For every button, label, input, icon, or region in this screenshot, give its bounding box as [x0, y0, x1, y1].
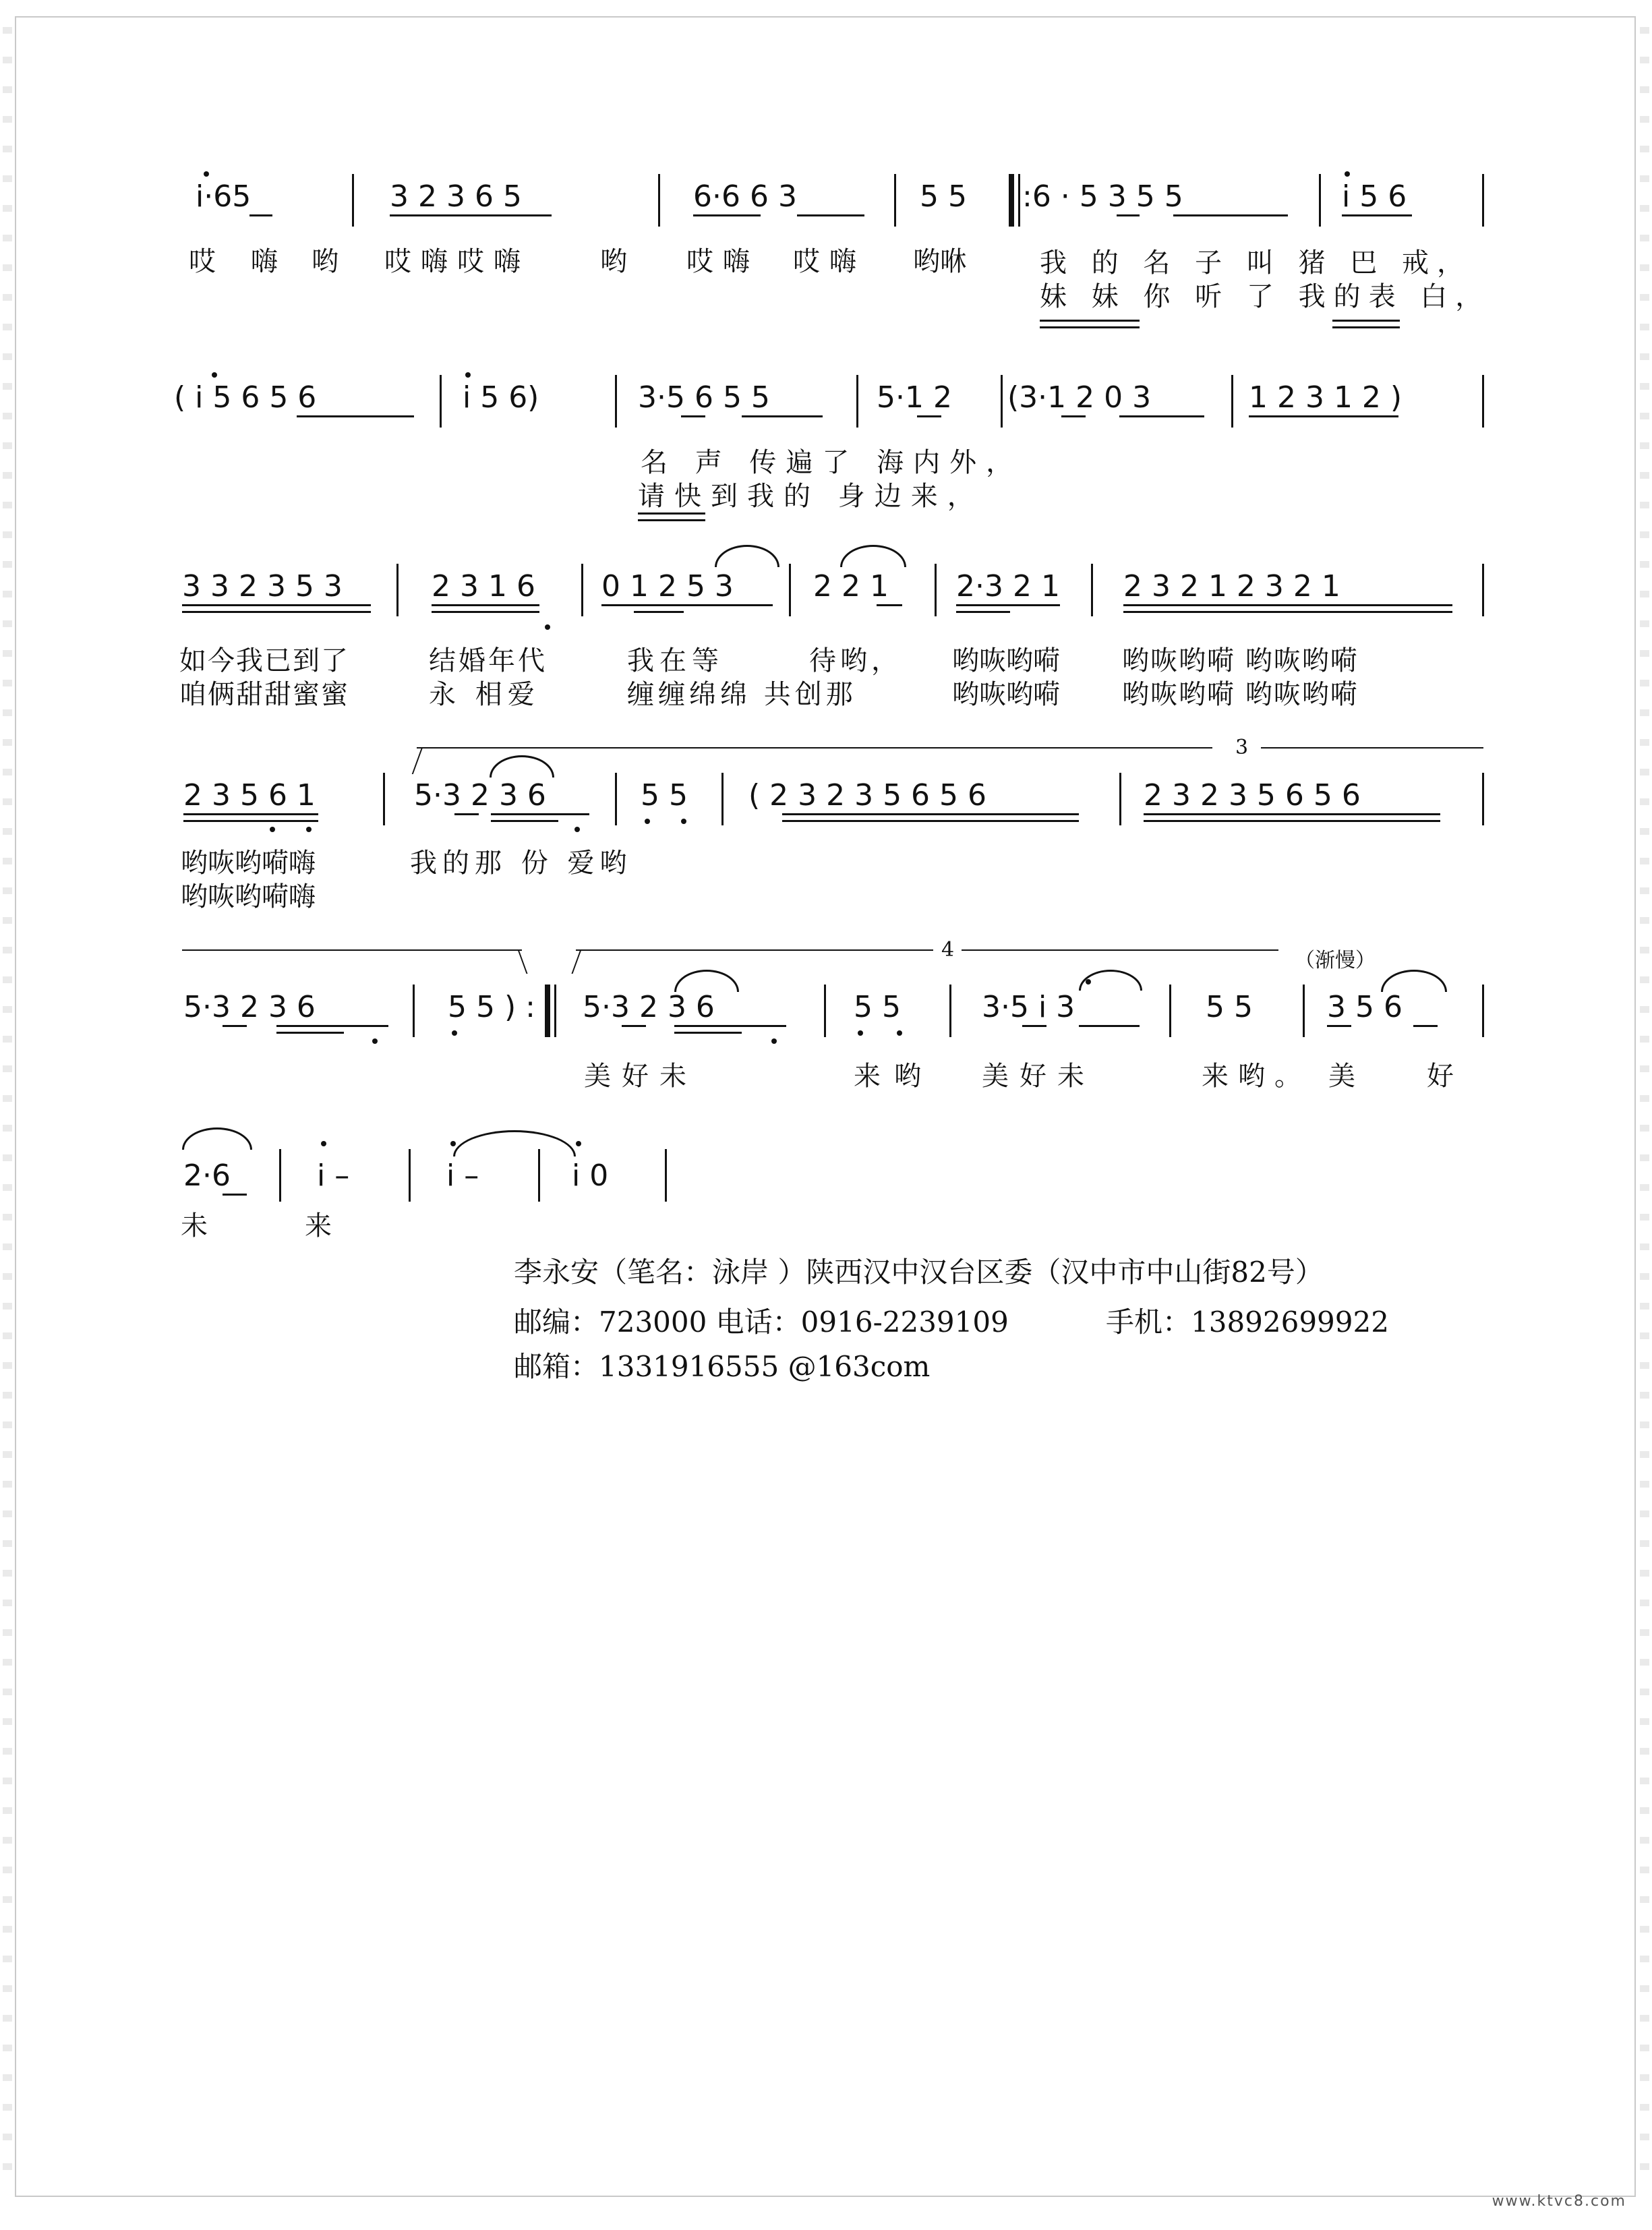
- low-octave-dot: [270, 827, 275, 832]
- underline: [432, 611, 539, 613]
- underline: [956, 611, 1010, 613]
- underline: [1332, 320, 1400, 322]
- underline: [223, 1194, 247, 1196]
- underline: [182, 611, 371, 613]
- barline: [856, 375, 858, 428]
- author-name-address: 李永安（笔名：泳岸 ）陕西汉中汉台区委（汉中市中山街82号）: [514, 1256, 1324, 1289]
- lyric-verse-2: 永 相爱: [429, 679, 540, 710]
- barline: [615, 773, 617, 825]
- measure-25: 5 5 ) :: [448, 990, 535, 1024]
- measure-30: 3 5 6: [1327, 990, 1403, 1024]
- repeat-start-barline: [1009, 174, 1014, 227]
- underline: [1144, 813, 1440, 815]
- low-octave-dot: [645, 819, 650, 824]
- underline: [183, 813, 318, 815]
- barline: [581, 564, 583, 616]
- low-octave-dot: [771, 1038, 777, 1044]
- lyric: 哟咴哟嗬: [952, 645, 1060, 676]
- underline: [1040, 326, 1140, 328]
- low-octave-dot: [372, 1038, 378, 1044]
- barline: [1018, 174, 1020, 227]
- underline: [1173, 214, 1288, 216]
- underline: [1327, 1025, 1351, 1027]
- underline: [877, 604, 902, 606]
- barline: [538, 1149, 540, 1202]
- measure-13: 3 3 2 3 5 3: [182, 569, 343, 604]
- lyric: 来哟。: [1202, 1061, 1311, 1092]
- low-octave-dot: [897, 1030, 902, 1036]
- underline: [491, 813, 589, 815]
- lyric: 哎嗨哎嗨: [384, 246, 530, 277]
- barline: [1482, 773, 1484, 825]
- lyric: 来: [305, 1210, 332, 1241]
- lyric-verse-2: 咱俩甜甜蜜蜜: [179, 679, 349, 710]
- lyric: 我的那 份 爱哟: [410, 848, 632, 879]
- high-octave-dot: [321, 1141, 326, 1146]
- underline: [638, 519, 705, 521]
- author-postcode-phone: 邮编：723000 电话：0916-2239109: [514, 1305, 1009, 1339]
- lyric: 我在等: [627, 645, 724, 676]
- underline: [634, 611, 684, 613]
- measure-34: i 0: [572, 1158, 609, 1193]
- lyric: 哎嗨: [686, 246, 759, 277]
- lyric: 好: [1427, 1061, 1454, 1092]
- lyric: 哟: [312, 246, 338, 277]
- measure-26: 5·3 2 3 6: [583, 990, 715, 1024]
- author-mobile: 手机：13892699922: [1106, 1305, 1389, 1339]
- barline: [1319, 174, 1321, 227]
- volta-bracket: [576, 949, 933, 951]
- high-octave-dot: [204, 171, 209, 177]
- lyric: 哟咴哟嗬嗨: [181, 848, 316, 879]
- underline: [1123, 611, 1452, 613]
- measure-8: i 5 6): [463, 380, 539, 415]
- measure-16: 2 2 1: [813, 569, 889, 604]
- underline: [223, 1025, 247, 1027]
- lyric: 美好未: [982, 1061, 1095, 1092]
- lyric: 结婚年代: [429, 645, 548, 676]
- barline: [665, 1149, 667, 1202]
- low-octave-dot: [574, 827, 580, 832]
- underline: [1119, 415, 1204, 417]
- author-email: 邮箱：1331916555 @163com: [514, 1350, 931, 1383]
- lyric: 名 声 传遍了 海内外，: [641, 447, 1023, 478]
- barline: [1482, 375, 1484, 428]
- lyric: 我 的 名 子 叫 猪 巴 戒，: [1040, 247, 1473, 278]
- barline: [1231, 375, 1233, 428]
- high-octave-dot: [576, 1141, 581, 1146]
- measure-1: i·65: [196, 179, 252, 214]
- underline: [1123, 604, 1452, 606]
- measure-22: ( 2 3 2 3 5 6 5 6: [748, 778, 987, 813]
- lyric: 哟咻: [913, 246, 967, 277]
- volta-number: 4: [941, 938, 955, 962]
- lyric: 哎: [189, 246, 216, 277]
- lyric: 待哟，: [809, 645, 902, 676]
- lyric-verse-2: 哟咴哟嗬嗨: [181, 881, 316, 912]
- low-octave-dot: [452, 1030, 457, 1036]
- high-octave-dot: [1086, 979, 1091, 985]
- volta-bracket: [1261, 747, 1483, 749]
- underline: [183, 820, 318, 822]
- barline: [721, 773, 724, 825]
- measure-18: 2 3 2 1 2 3 2 1: [1123, 569, 1340, 604]
- barline: [824, 985, 826, 1037]
- low-octave-dot: [681, 819, 686, 824]
- barline: [396, 564, 399, 616]
- measure-10: 5·1 2: [877, 380, 952, 415]
- lyric: 嗨: [251, 246, 278, 277]
- underline: [432, 604, 539, 606]
- barline: [1119, 773, 1121, 825]
- underline: [1117, 214, 1140, 216]
- underline: [601, 604, 773, 606]
- measure-28: 3·5 i 3: [982, 990, 1075, 1024]
- underline: [1413, 1025, 1438, 1027]
- left-edge-decoration: [3, 27, 12, 2185]
- lyric-verse-2: 哟咴哟嗬: [952, 679, 1060, 710]
- underline: [1022, 1025, 1046, 1027]
- volta-number: 3: [1235, 736, 1249, 759]
- measure-33: i –: [446, 1158, 479, 1193]
- underline: [1040, 320, 1140, 322]
- measure-7: ( i 5 6 5 6: [174, 380, 317, 415]
- underline: [276, 1032, 344, 1034]
- right-edge-decoration: [1640, 27, 1649, 2185]
- lyric-verse-2: 请快到我的 身边来，: [638, 481, 984, 512]
- low-octave-dot: [858, 1030, 863, 1036]
- measure-17: 2·3 2 1: [956, 569, 1060, 604]
- measure-3: 6·6 6 3: [693, 179, 797, 214]
- measure-31: 2·6: [183, 1158, 231, 1193]
- measure-15: 0 1 2 5 3: [601, 569, 734, 604]
- barline: [615, 375, 617, 428]
- volta-bracket: [417, 747, 1212, 749]
- lyric: 来哟: [854, 1061, 935, 1092]
- tempo-mark: （渐慢）: [1295, 949, 1376, 972]
- measure-19: 2 3 5 6 1: [183, 778, 316, 813]
- underline: [182, 604, 371, 606]
- measure-24: 5·3 2 3 6: [183, 990, 316, 1024]
- lyric: 哎嗨: [793, 246, 866, 277]
- underline: [674, 1025, 786, 1027]
- high-octave-dot: [450, 1141, 456, 1146]
- underline: [1144, 820, 1440, 822]
- underline: [638, 512, 705, 515]
- lyric: 哟: [600, 246, 627, 277]
- underline: [276, 1025, 388, 1027]
- low-octave-dot: [545, 624, 550, 630]
- barline: [658, 174, 660, 227]
- underline: [249, 214, 272, 216]
- barline: [1482, 174, 1484, 227]
- barline: [894, 174, 896, 227]
- measure-20: 5·3 2 3 6: [414, 778, 546, 813]
- underline: [491, 820, 558, 822]
- high-octave-dot: [1345, 171, 1350, 177]
- underline: [1342, 214, 1412, 216]
- barline: [1303, 985, 1305, 1037]
- underline: [1249, 415, 1398, 417]
- lyric: 美好未: [584, 1061, 697, 1092]
- measure-29: 5 5: [1206, 990, 1253, 1024]
- measure-12: 1 2 3 1 2 ): [1249, 380, 1403, 415]
- underline: [1332, 326, 1400, 328]
- measure-5: :6 · 5 3 5 5: [1022, 179, 1183, 214]
- measure-21: 5 5: [641, 778, 688, 813]
- low-octave-dot: [306, 827, 312, 832]
- measure-27: 5 5: [854, 990, 901, 1024]
- page-frame: [15, 16, 1636, 2197]
- barline: [949, 985, 951, 1037]
- lyric: 未: [181, 1210, 208, 1241]
- barline: [789, 564, 791, 616]
- underline: [956, 604, 1060, 606]
- barline: [1169, 985, 1171, 1037]
- high-octave-dot: [212, 372, 217, 378]
- barline: [352, 174, 354, 227]
- volta-bracket: [962, 949, 1278, 951]
- barline: [935, 564, 937, 616]
- measure-11: (3·1 2 0 3: [1007, 380, 1152, 415]
- lyric-verse-2: 妹 妹 你 听 了 我的表 白，: [1040, 281, 1491, 312]
- lyric: 美: [1328, 1061, 1355, 1092]
- underline: [297, 415, 414, 417]
- barline: [1482, 985, 1484, 1037]
- underline: [782, 813, 1079, 815]
- underline: [1079, 1025, 1140, 1027]
- underline: [917, 415, 941, 417]
- barline: [440, 375, 442, 428]
- barline: [554, 985, 556, 1037]
- measure-14: 2 3 1 6: [432, 569, 535, 604]
- measure-2: 3 2 3 6 5: [390, 179, 522, 214]
- barline: [1001, 375, 1003, 428]
- underline: [782, 820, 1079, 822]
- underline: [674, 1032, 742, 1034]
- measure-32: i –: [317, 1158, 350, 1193]
- underline: [454, 813, 479, 815]
- barline: [413, 985, 415, 1037]
- underline: [622, 1025, 646, 1027]
- underline: [681, 415, 705, 417]
- underline: [797, 214, 864, 216]
- watermark: www.ktvc8.com: [1492, 2193, 1626, 2210]
- underline: [1061, 415, 1086, 417]
- lyric: 如今我已到了: [179, 645, 349, 676]
- barline: [279, 1149, 281, 1202]
- lyric-verse-2: 缠缠绵绵 共创那: [627, 679, 857, 710]
- volta-bracket: [182, 949, 522, 951]
- barline: [383, 773, 385, 825]
- measure-4: 5 5: [920, 179, 967, 214]
- measure-9: 3·5 6 5 5: [638, 380, 770, 415]
- barline: [1091, 564, 1093, 616]
- repeat-end-barline: [545, 985, 550, 1037]
- lyric-verse-2: 哟咴哟嗬 哟咴哟嗬: [1122, 679, 1359, 710]
- high-octave-dot: [465, 372, 471, 378]
- measure-23: 2 3 2 3 5 6 5 6: [1144, 778, 1361, 813]
- underline: [390, 214, 552, 216]
- barline: [409, 1149, 411, 1202]
- lyric: 哟咴哟嗬 哟咴哟嗬: [1122, 645, 1359, 676]
- barline: [1482, 564, 1484, 616]
- underline: [693, 214, 761, 216]
- measure-6: i 5 6: [1342, 179, 1407, 214]
- underline: [742, 415, 823, 417]
